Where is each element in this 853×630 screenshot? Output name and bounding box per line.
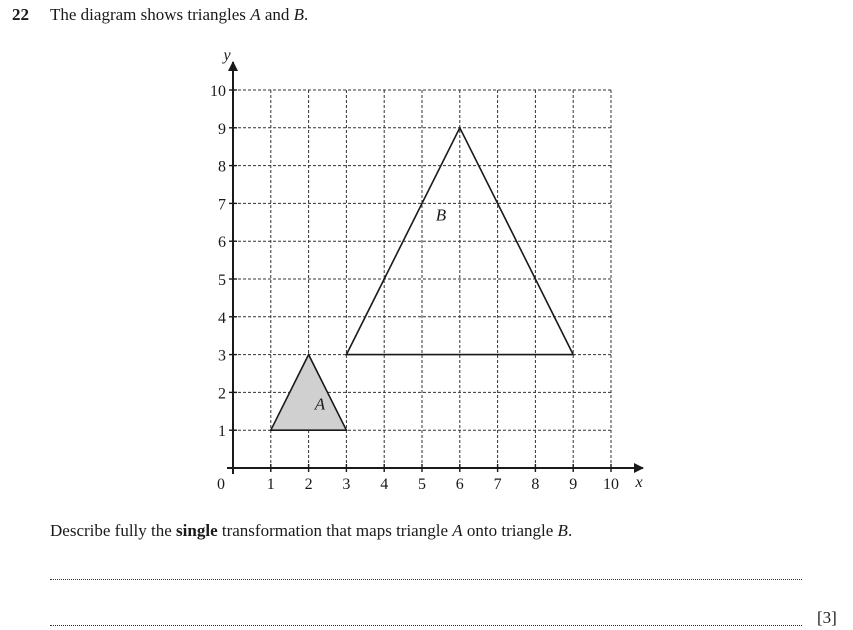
question-number: 22 xyxy=(12,5,29,24)
y-axis-label: y xyxy=(223,47,231,64)
y-tick-label: 3 xyxy=(218,347,226,365)
x-tick-label: 7 xyxy=(493,476,502,493)
x-axis-label: x xyxy=(635,474,643,491)
y-tick-label: 1 xyxy=(218,423,226,441)
intro-label-b: B xyxy=(293,5,305,24)
x-tick-label: 9 xyxy=(569,476,578,493)
y-tick-label: 9 xyxy=(218,120,226,138)
x-tick-label: 10 xyxy=(603,476,619,493)
y-tick-label: 6 xyxy=(218,234,226,252)
prompt-label-a: A xyxy=(452,521,463,540)
intro-and: and xyxy=(264,5,290,24)
y-tick-label: 8 xyxy=(218,158,226,176)
triangle-label-b: B xyxy=(435,205,447,225)
prompt-after: transformation that maps triangle xyxy=(221,521,448,540)
y-tick-label: 7 xyxy=(218,196,226,214)
y-tick-label: 4 xyxy=(218,309,226,327)
question-prompt xyxy=(50,521,572,541)
x-tick-label: 3 xyxy=(342,476,351,493)
x-tick-label: 8 xyxy=(531,476,540,493)
prompt-end: . xyxy=(567,521,573,540)
intro-label-a: A xyxy=(250,5,261,24)
triangle-label-a: A xyxy=(314,394,326,414)
prompt-onto: onto triangle xyxy=(466,521,554,540)
prompt-label-b: B xyxy=(557,521,568,540)
answer-line-1[interactable] xyxy=(50,579,802,580)
intro-end: . xyxy=(304,5,309,24)
answer-line-2[interactable] xyxy=(50,625,802,626)
y-tick-label: 5 xyxy=(218,272,226,289)
prompt-before: Describe fully the xyxy=(50,521,172,540)
intro-text: The diagram shows triangles xyxy=(50,5,246,24)
x-tick-label: 4 xyxy=(380,476,389,493)
origin-label: 0 xyxy=(217,476,225,493)
prompt-bold: single xyxy=(176,521,218,540)
marks-label: [3] xyxy=(817,608,837,627)
x-tick-label: 6 xyxy=(455,476,464,493)
y-tick-label: 2 xyxy=(218,385,226,403)
triangles xyxy=(271,128,573,430)
x-tick-label: 5 xyxy=(418,476,426,493)
x-tick-label: 1 xyxy=(266,476,275,493)
x-tick-label: 2 xyxy=(304,476,313,493)
y-tick-label: 10 xyxy=(210,83,226,100)
